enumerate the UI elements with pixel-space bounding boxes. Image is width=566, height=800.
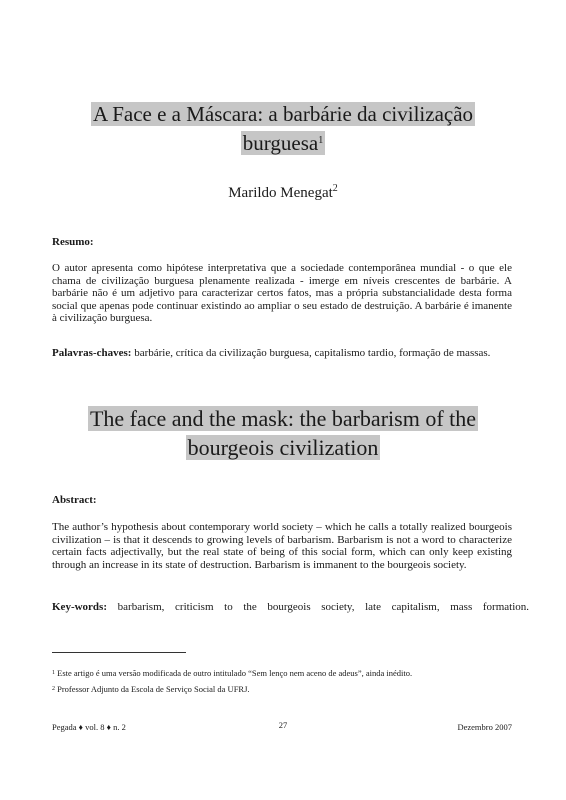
resumo-text: O autor apresenta como hipótese interpretativa que a sociedade contemporânea mundial - o que ele chama de civilização burguesa plenamente realizada - imerge em níveis crescentes de barbárie. A barbárie não é um adjetivo para caracterizar certos fatos, mas a própria substancialidade desta forma social que apenas pode continuar existindo ao ampliar o seu estado de destruição. A barbárie é imanente à civilização burguesa. bbox=[52, 262, 512, 325]
author-name: Marildo Menegat bbox=[228, 185, 333, 201]
pt-title-line1 bbox=[0, 100, 566, 128]
pt-title-text2 bbox=[241, 131, 325, 155]
palavras-chaves-label: Palavras-chaves: bbox=[52, 347, 132, 359]
footnote-1-text: Este artigo é uma versão modificada de outro intitulado “Sem lenço nem aceno de adeus”, ainda inédito. bbox=[55, 668, 413, 678]
pt-title-text1: A Face e a Máscara: a barbárie da civilização bbox=[92, 102, 474, 126]
resumo-label: Resumo: bbox=[52, 236, 94, 248]
pt-title-line2 bbox=[0, 129, 566, 157]
journal-number: n. 2 bbox=[113, 722, 126, 732]
footnote-2 bbox=[52, 684, 522, 695]
footnote-2-text: Professor Adjunto da Escola de Serviço Social da UFRJ. bbox=[55, 684, 250, 694]
en-title-text1: The face and the mask: the barbarism of the bbox=[89, 406, 477, 431]
diamond-icon: ♦ bbox=[106, 722, 111, 732]
journal-volume: vol. 8 bbox=[85, 722, 105, 732]
footnote-1-number: 1 bbox=[52, 670, 55, 676]
footnote-separator bbox=[52, 652, 186, 653]
author bbox=[0, 185, 566, 202]
journal-name: Pegada bbox=[52, 722, 77, 732]
footer-date: Dezembro 2007 bbox=[457, 722, 512, 732]
key-words-text: barbarism, criticism to the bourgeois society, late capitalism, mass formation. bbox=[107, 601, 529, 613]
abstract-label: Abstract: bbox=[52, 494, 97, 506]
key-words bbox=[52, 601, 529, 614]
diamond-icon: ♦ bbox=[78, 722, 84, 732]
palavras-chaves bbox=[52, 347, 522, 360]
abstract-text: The author’s hypothesis about contemporary world society – which he calls a totally realized bourgeois civilization – is that it descends to growing levels of barbarism. Barbarism is not a word to characterize certain facts adjectivally, but the real state of being of this social form, which can only keep existing through an increase in its state of destruction. Barbarism is immanent to the bourgeois society. bbox=[52, 521, 512, 571]
pt-title-text2-word: burguesa bbox=[242, 131, 319, 155]
footnote-1 bbox=[52, 668, 522, 679]
en-title-text2: bourgeois civilization bbox=[187, 435, 379, 460]
palavras-chaves-text: barbárie, crítica da civilização burguesa, capitalismo tardio, formação de massas. bbox=[131, 347, 491, 359]
footnote-ref-1[interactable]: 1 bbox=[318, 135, 324, 146]
footnote-ref-2[interactable]: 2 bbox=[332, 183, 338, 194]
en-title-line1 bbox=[0, 404, 566, 433]
footnote-2-number: 2 bbox=[52, 686, 55, 692]
page-number: 27 bbox=[278, 720, 288, 730]
key-words-label: Key-words: bbox=[52, 601, 107, 613]
en-title-line2 bbox=[0, 433, 566, 462]
